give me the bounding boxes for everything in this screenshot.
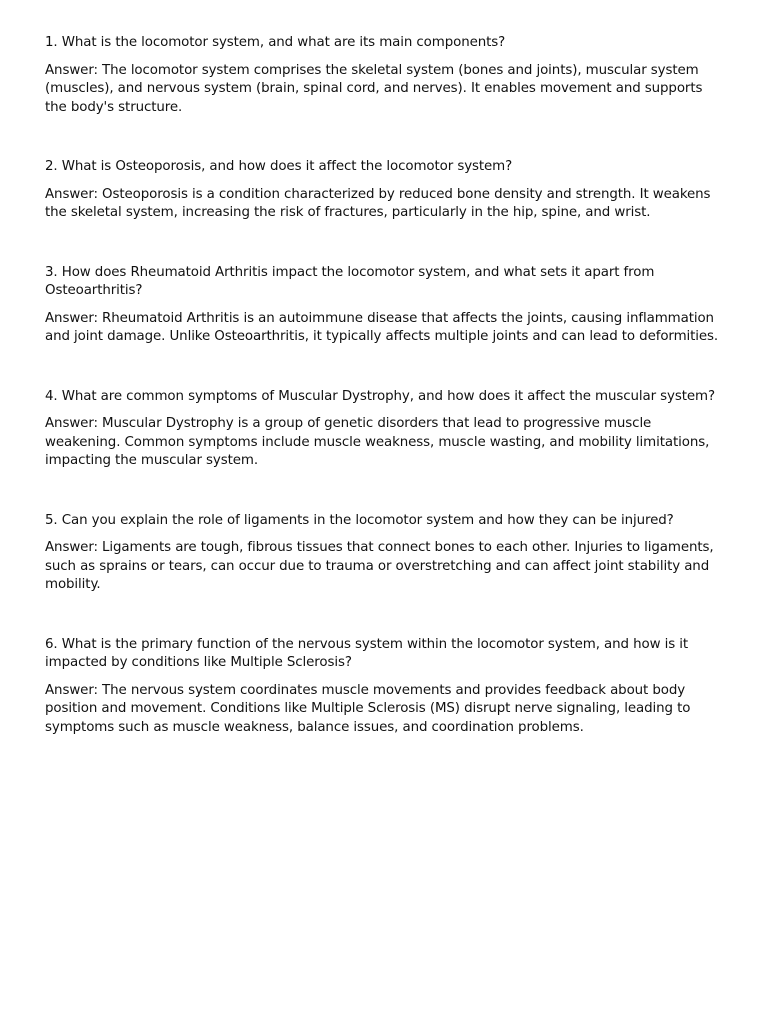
answer-1: Answer: The locomotor system comprises the skeletal system (bones and joints), muscular system (muscles), and nervous system (brain, spinal cord, and nerves). It enables movement and supports the body's structure. (45, 62, 703, 115)
answer-3: Answer: Rheumatoid Arthritis is an autoimmune disease that affects the joints, causing inflammation and joint damage. Unlike Osteoarthritis, it typically affects multiple joints and can lead to deformities. (45, 310, 719, 344)
qa-item-3 (45, 264, 728, 347)
answer-5: Answer: Ligaments are tough, fibrous tissues that connect bones to each other. Injuries to ligaments, such as sprains or tears, can occur due to trauma or overstretching and can affect joint stability and mobility. (45, 540, 714, 592)
question-5: 5. Can you explain the role of ligaments in the locomotor system and how they can be injured? (45, 512, 674, 528)
qa-item-2 (45, 158, 728, 223)
question-4: 4. What are common symptoms of Muscular Dystrophy, and how does it affect the muscular system? (45, 388, 715, 404)
qa-item-5 (45, 512, 728, 595)
question-2: 2. What is Osteoporosis, and how does it affect the locomotor system? (45, 159, 513, 174)
qa-item-1 (45, 34, 728, 117)
answer-4: Answer: Muscular Dystrophy is a group of genetic disorders that lead to progressive muscle weakening. Common symptoms include muscle weakness, muscle wasting, and mobility limitations, impacting the muscular system. (45, 416, 710, 468)
answer-6: Answer: The nervous system coordinates muscle movements and provides feedback about body position and movement. Conditions like Multiple Sclerosis (MS) disrupt nerve signaling, leading to symptoms such as muscle weakness, balance issues, and coordination problems. (45, 682, 691, 735)
qa-item-4 (45, 388, 728, 471)
qa-item-6 (45, 636, 728, 738)
question-6: 6. What is the primary function of the nervous system within the locomotor system, and how is it impacted by conditions like Multiple Sclerosis? (45, 636, 689, 670)
question-1: 1. What is the locomotor system, and what are its main components? (45, 35, 506, 50)
question-3: 3. How does Rheumatoid Arthritis impact the locomotor system, and what sets it apart from Osteoarthritis? (45, 264, 655, 298)
answer-2: Answer: Osteoporosis is a condition characterized by reduced bone density and strength. It weakens the skeletal system, increasing the risk of fractures, particularly in the hip, spine, and wrist. (45, 186, 711, 220)
